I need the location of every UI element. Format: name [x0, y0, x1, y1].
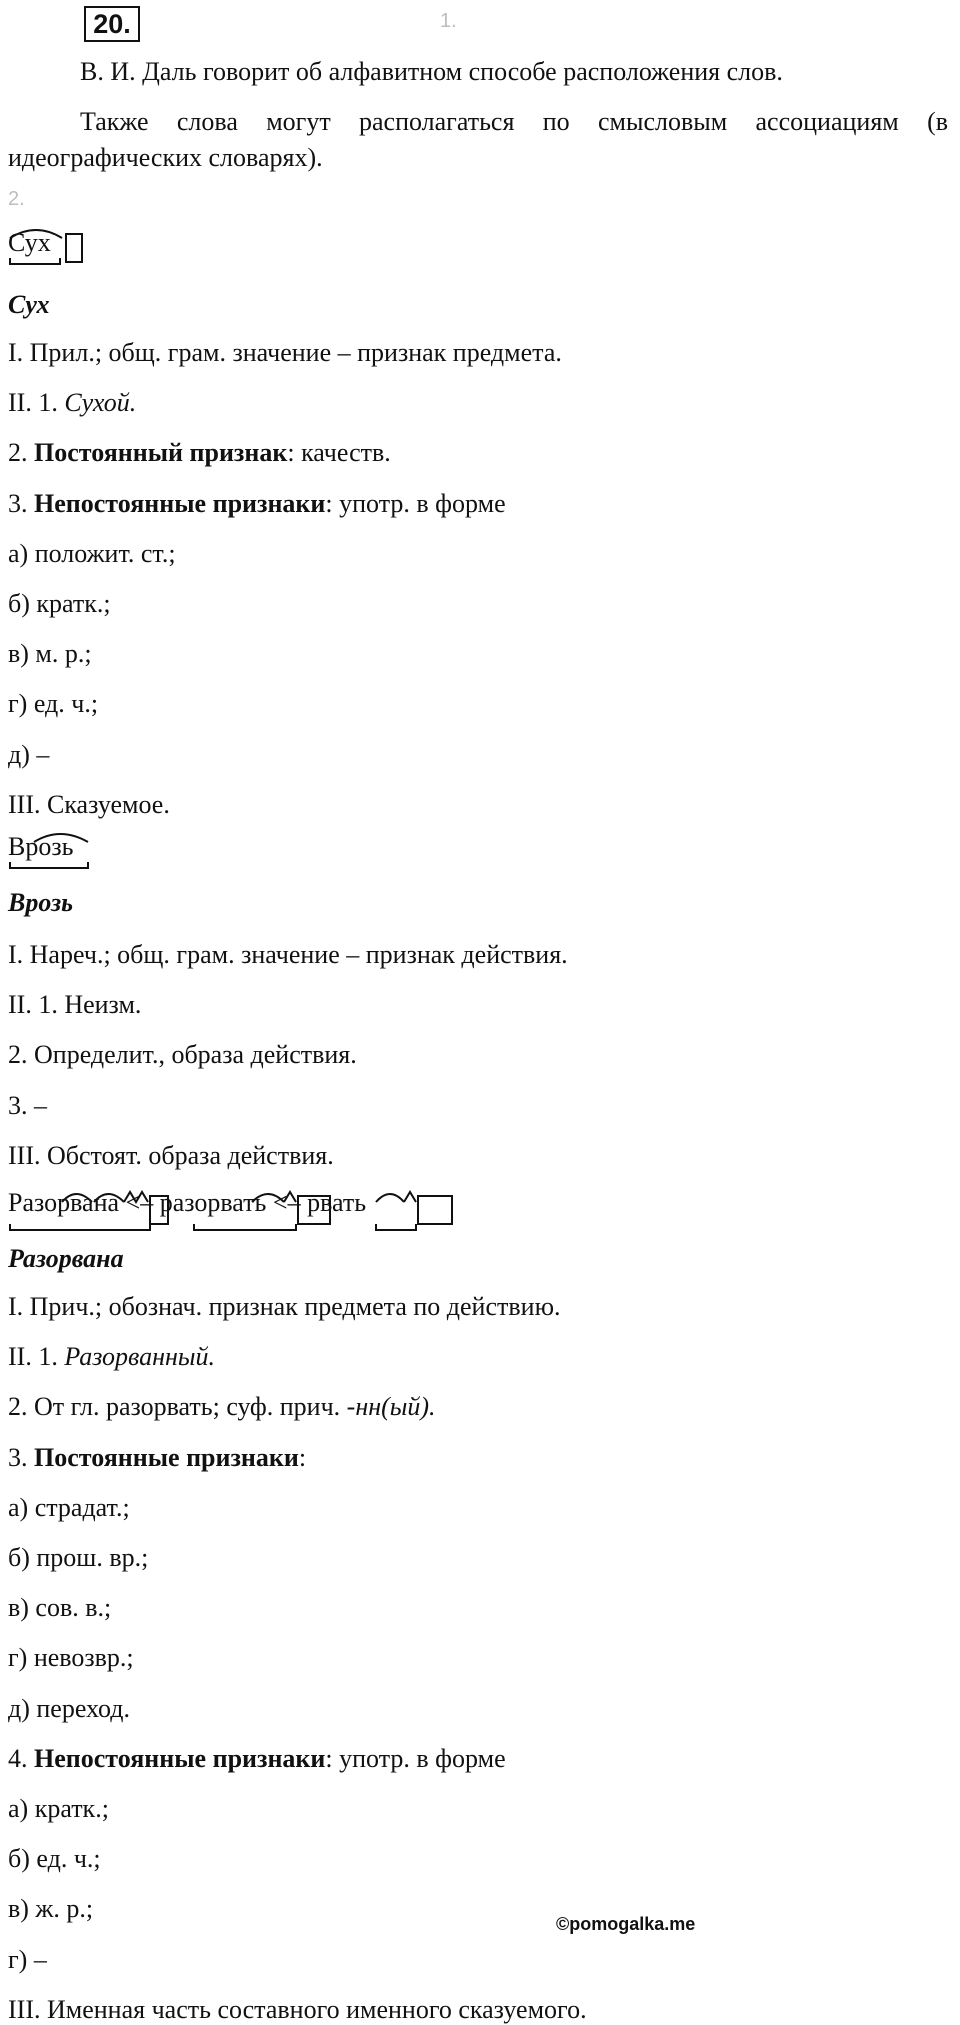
suffix-mark [124, 1192, 148, 1202]
analysis-line [8, 1543, 148, 1573]
heading-vroz: Врозь [8, 888, 74, 917]
analysis-line [8, 1593, 111, 1623]
root-arc-mark [376, 1194, 404, 1202]
root-arc-mark [94, 1194, 124, 1202]
stem-bracket-mark [10, 258, 60, 264]
analysis-line [8, 689, 98, 719]
analysis-text: II. 1. [8, 1342, 65, 1372]
analysis-line [8, 1945, 47, 1975]
chain-word-1: Разорвана [8, 1188, 120, 1217]
heading-sukh: Сух [8, 290, 50, 319]
analysis-text: Непостоянные признаки [34, 1743, 326, 1773]
stem-bracket-mark [10, 1224, 150, 1230]
analysis-text: : употр. в форме [325, 1743, 506, 1773]
analysis-text: б) кратк.; [8, 589, 111, 618]
analysis-text: д) переход. [8, 1693, 131, 1723]
analysis-line [8, 1744, 506, 1774]
analysis-line [8, 639, 92, 669]
analysis-text: 3. [8, 488, 34, 518]
analysis-text: : употр. в форме [325, 488, 506, 518]
analysis-text: а) страдат.; [8, 1492, 130, 1522]
analysis-text: -нн(ый). [346, 1392, 436, 1422]
analysis-text: д) – [8, 739, 50, 769]
chain-arrow-2: <– [266, 1188, 308, 1217]
ending-box [418, 1196, 452, 1224]
stem-bracket-mark [194, 1224, 296, 1230]
analysis-line [8, 1443, 306, 1473]
analysis-text: Разорванный. [64, 1342, 216, 1372]
ending-box [150, 1196, 168, 1224]
analysis-line [8, 1493, 130, 1523]
analysis-text: а) кратк.; [8, 1794, 109, 1823]
root-arc-mark [10, 230, 62, 238]
watermark: ©pomogalka.me [556, 1914, 696, 1934]
task-number: 20. [84, 6, 140, 42]
analysis-text: 2. Определит., образа действия. [8, 1040, 357, 1070]
analysis-line [8, 589, 111, 619]
analysis-text: 4. [8, 1743, 34, 1773]
stem-bracket-mark [376, 1224, 416, 1230]
suffix-mark [404, 1192, 416, 1202]
analysis-line [8, 1392, 436, 1422]
paragraph-2: Также слова могут располагаться по смысловым ассоциациям (в идеографических словарях). [8, 107, 948, 172]
analysis-line [8, 1040, 357, 1070]
analysis-text: 2. [8, 438, 34, 468]
analysis-text: г) невозвр.; [8, 1643, 134, 1673]
analysis-line [8, 1995, 587, 2025]
analysis-text: I. Прил.; общ. грам. значение – признак предмета. [8, 338, 562, 367]
analysis-text: в) м. р.; [8, 639, 92, 669]
analysis-text: : качеств. [287, 438, 391, 468]
analysis-text: 3. [8, 1442, 34, 1472]
analysis-text: III. Обстоят. образа действия. [8, 1140, 334, 1170]
analysis-text: 2. От гл. разорвать; суф. прич. [8, 1392, 347, 1422]
analysis-text: Постоянные признаки [34, 1442, 299, 1472]
analysis-text: в) ж. р.; [8, 1894, 94, 1924]
chain-word-2: разорвать [159, 1188, 267, 1217]
morph-word-1-text: Сух [8, 228, 51, 257]
analysis-line [8, 1342, 215, 1372]
chain-word-3: рвать [307, 1188, 367, 1217]
analysis-text: г) ед. ч.; [8, 689, 99, 719]
prefix-mark [62, 1194, 92, 1202]
paragraph-1: В. И. Даль говорит об алфавитном способе расположения слов. [80, 57, 783, 86]
root-arc-mark [252, 1194, 284, 1202]
analysis-text: Непостоянные признаки [34, 488, 326, 518]
analysis-line [8, 790, 170, 820]
heading-razorvana: Разорвана [8, 1244, 124, 1273]
analysis-text: II. 1. [8, 388, 65, 418]
analysis-text: 3. – [8, 1090, 47, 1120]
analysis-text: : [298, 1442, 307, 1472]
analysis-line [8, 1643, 134, 1673]
analysis-line [8, 1694, 130, 1724]
analysis-line [8, 438, 391, 468]
analysis-text: б) ед. ч.; [8, 1844, 101, 1874]
analysis-text: Постоянный признак [34, 438, 288, 468]
analysis-line [8, 1141, 334, 1171]
part1-marker: 1. [440, 10, 457, 32]
analysis-text: а) положит. ст.; [8, 538, 176, 568]
analysis-text: I. Нареч.; общ. грам. значение – признак действия. [8, 940, 568, 969]
analysis-line [8, 1292, 561, 1322]
analysis-line [8, 489, 506, 519]
analysis-text: Сухой. [64, 388, 137, 418]
analysis-text: г) – [8, 1944, 47, 1974]
analysis-line [8, 940, 568, 970]
analysis-text: б) прош. вр.; [8, 1543, 149, 1572]
analysis-line [8, 539, 176, 569]
morph-diagram-1 [8, 222, 98, 270]
analysis-line [8, 388, 136, 418]
morph-diagram-3 [8, 1176, 468, 1236]
stem-bracket-mark [10, 862, 88, 868]
analysis-line [8, 1894, 93, 1924]
analysis-line [8, 1091, 47, 1121]
analysis-line [8, 740, 49, 770]
analysis-line [8, 1844, 101, 1874]
analysis-line [8, 990, 141, 1020]
analysis-text: III. Сказуемое. [8, 789, 170, 819]
suffix-mark [284, 1192, 296, 1202]
morph-word-2-text: Врозь [8, 832, 74, 861]
analysis-text: в) сов. в.; [8, 1593, 112, 1623]
root-arc-mark [34, 834, 88, 842]
zero-ending-box [66, 234, 82, 262]
analysis-line [8, 1794, 109, 1824]
morph-diagram-2 [8, 826, 108, 874]
analysis-text: III. Именная часть составного именного сказуемого. [8, 1994, 587, 2024]
chain-arrow-1: <– [119, 1188, 160, 1217]
ending-box [298, 1196, 330, 1224]
part2-marker: 2. [8, 188, 25, 210]
analysis-line [8, 338, 562, 368]
analysis-text: I. Прич.; обознач. признак предмета по действию. [8, 1292, 561, 1321]
analysis-text: II. 1. Неизм. [8, 990, 142, 1020]
